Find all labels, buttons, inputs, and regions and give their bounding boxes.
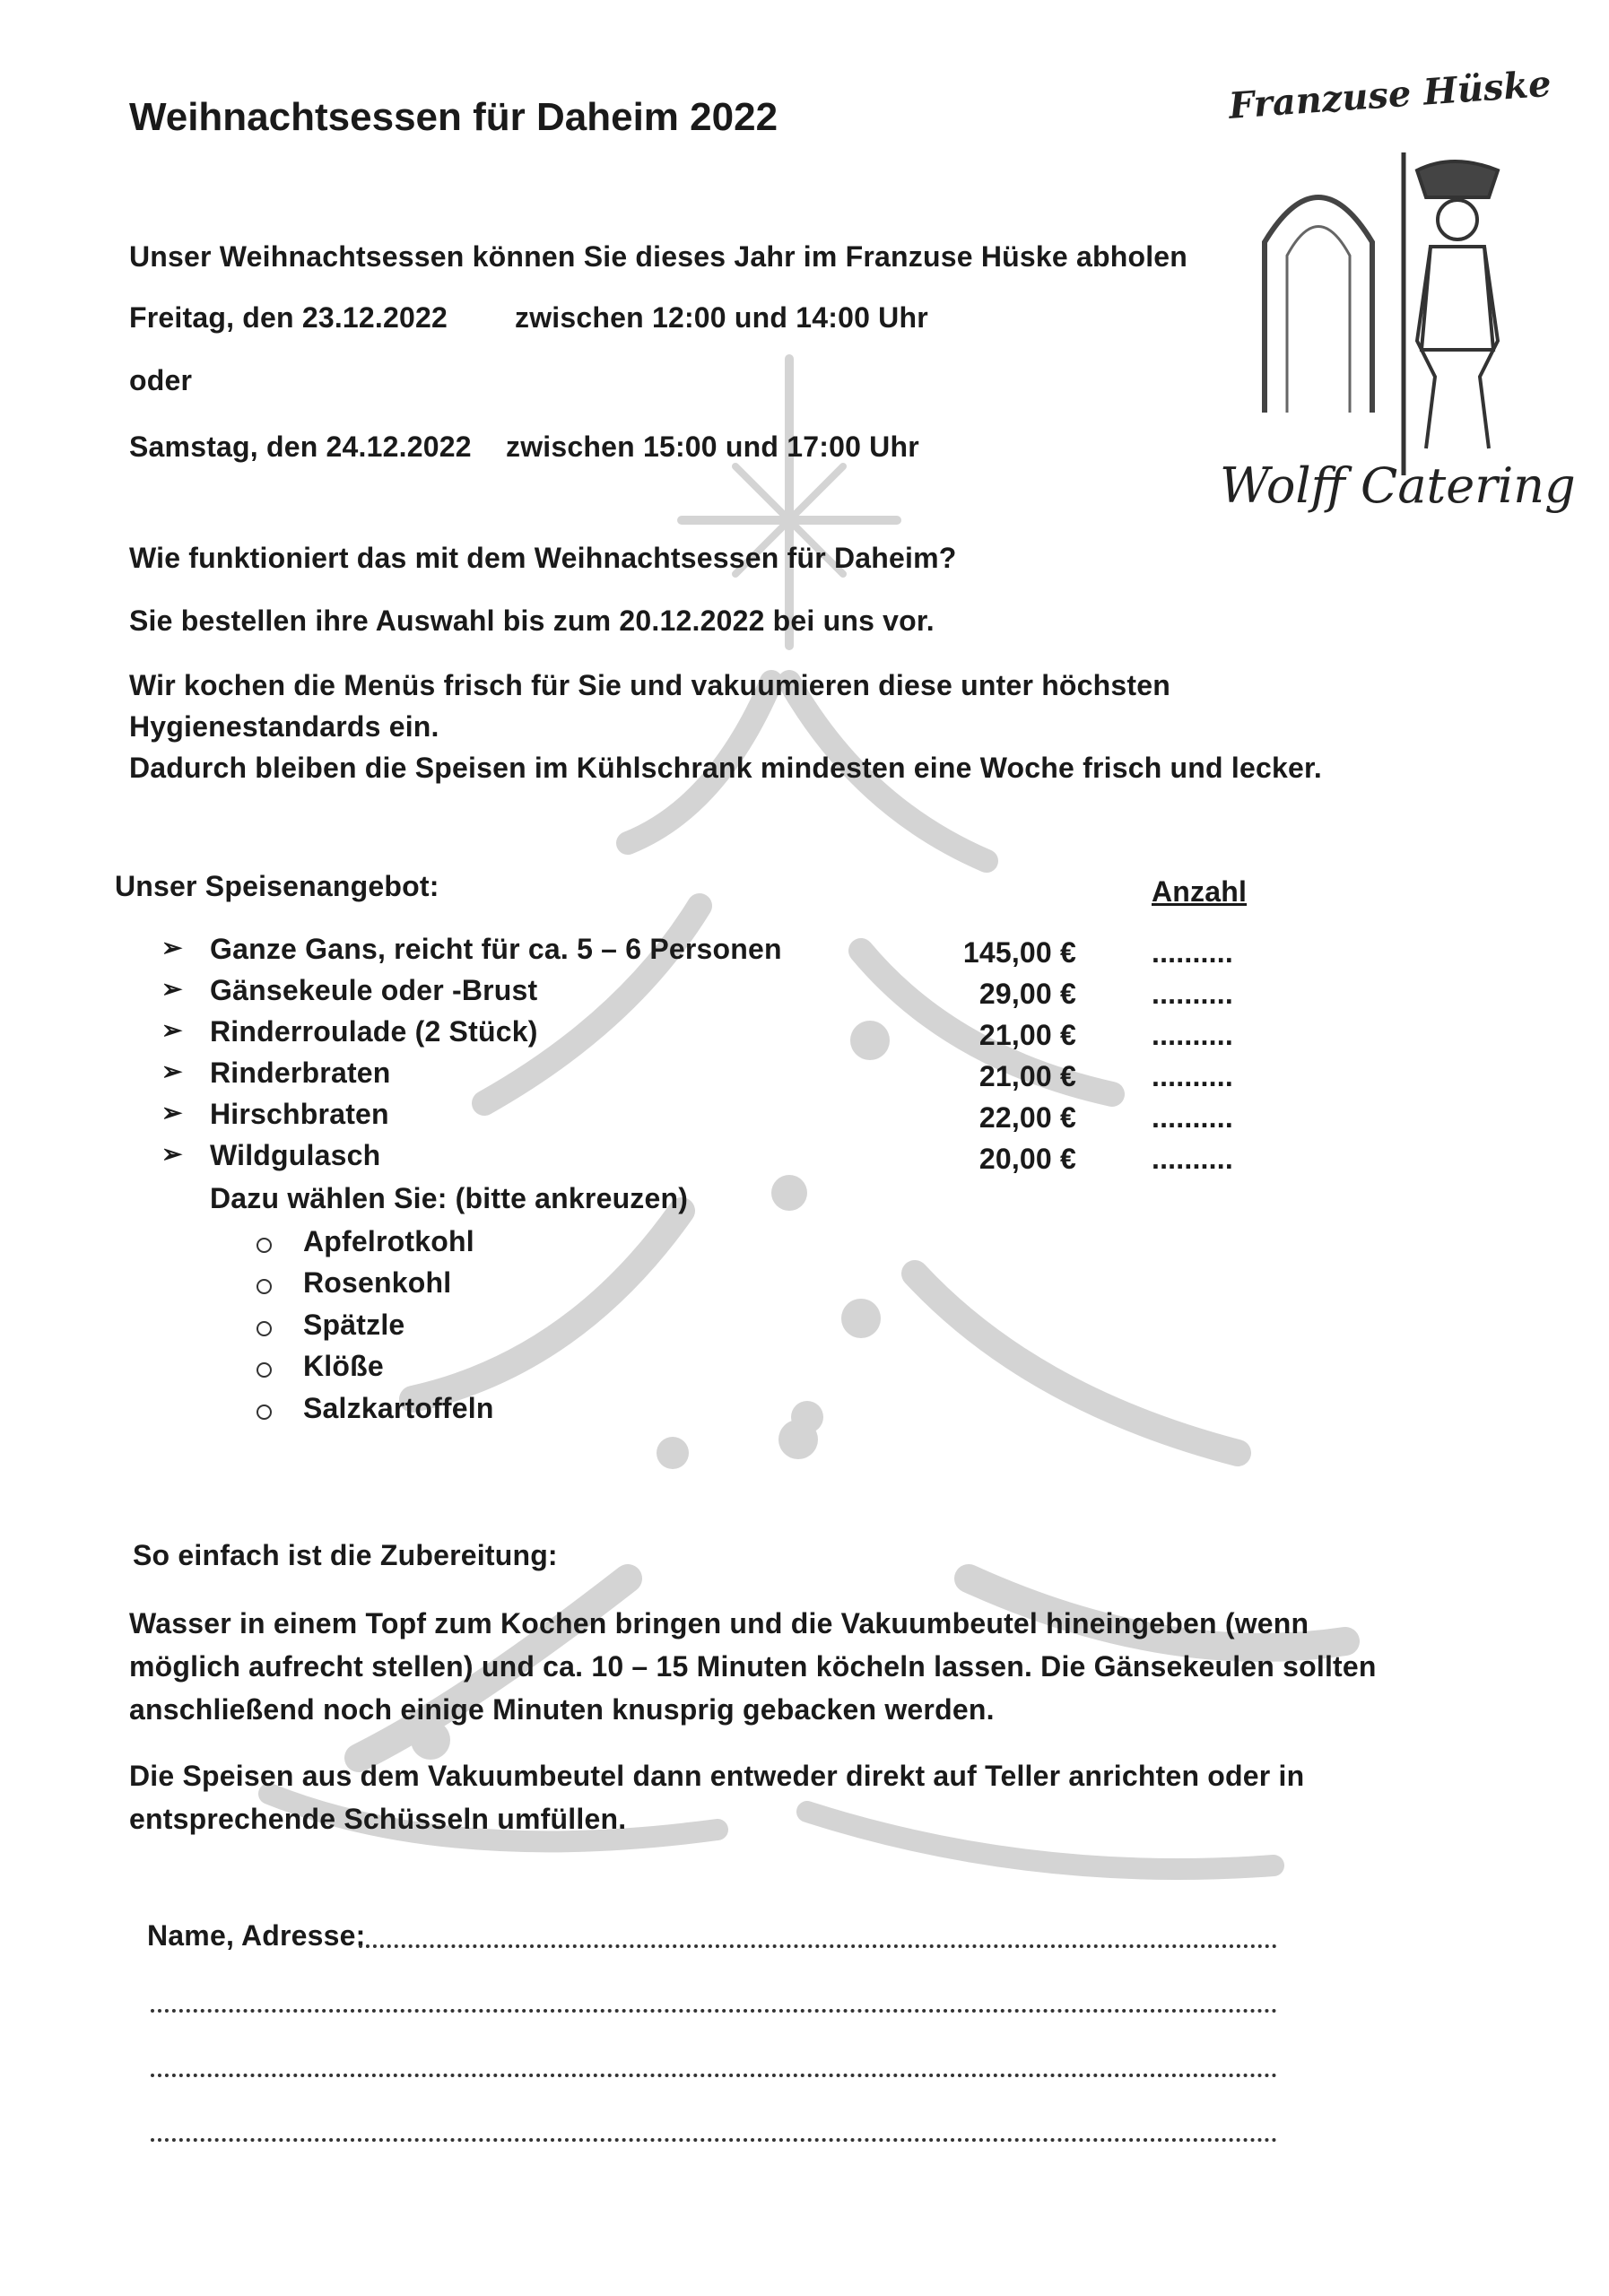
prep-paragraph-1b: möglich aufrecht stellen) und ca. 10 – 15 Minuten köcheln lassen. Die Gänsekeulen sollten (129, 1650, 1377, 1683)
menu-item-price: 22,00 € (978, 1101, 1076, 1134)
menu-item-price: 21,00 € (978, 1019, 1076, 1051)
bullet-icon: ➢ (161, 934, 183, 961)
prep-paragraph-1c: anschließend noch einige Minuten knusprig gebacken werden. (129, 1693, 995, 1726)
menu-item-price: 21,00 € (978, 1060, 1076, 1092)
address-line-4[interactable] (151, 2138, 1277, 2142)
pickup-date-1: Freitag, den 23.12.2022 (129, 301, 448, 334)
pickup-date-2: Samstag, den 24.12.2022 (129, 430, 472, 463)
menu-item-name: Rinderbraten (210, 1057, 391, 1089)
side-checkbox[interactable] (257, 1238, 272, 1253)
menu-item-quantity-field[interactable]: .......... (1152, 1143, 1233, 1175)
how-question: Wie funktioniert das mit dem Weihnachtsessen für Daheim? (129, 542, 957, 574)
menu-item-name: Wildgulasch (210, 1139, 381, 1171)
menu-item-quantity-field[interactable]: .......... (1152, 1019, 1233, 1051)
intro-line: Unser Weihnachtsessen können Sie dieses Jahr im Franzuse Hüske abholen (129, 240, 1188, 273)
name-address-label: Name, Adresse: (147, 1919, 366, 1952)
name-address-field[interactable] (359, 1944, 1277, 1948)
bullet-icon: ➢ (161, 1057, 183, 1085)
prep-paragraph-2a: Die Speisen aus dem Vakuumbeutel dann entweder direkt auf Teller anrichten oder in (129, 1760, 1305, 1792)
quantity-header: Anzahl (1152, 875, 1248, 908)
prep-paragraph-2b: entsprechende Schüsseln umfüllen. (129, 1803, 627, 1835)
svg-text:Franzuse Hüske: Franzuse Hüske (1227, 62, 1552, 127)
bullet-icon: ➢ (161, 1016, 183, 1044)
menu-item-price: 20,00 € (978, 1143, 1076, 1175)
pickup-time-1: zwischen 12:00 und 14:00 Uhr (515, 301, 928, 334)
svg-text:Wolff Catering: Wolff Catering (1220, 457, 1576, 514)
side-checkbox[interactable] (257, 1321, 272, 1336)
franzuse-hueske-logo (1202, 54, 1579, 556)
side-option: Klöße (303, 1350, 384, 1382)
how-paragraph-2a: Wir kochen die Menüs frisch für Sie und vakuumieren diese unter höchsten (129, 669, 1171, 701)
how-paragraph-2b: Hygienestandards ein. (129, 710, 439, 743)
address-line-3[interactable] (151, 2074, 1277, 2077)
sides-heading: Dazu wählen Sie: (bitte ankreuzen) (210, 1182, 689, 1214)
side-checkbox[interactable] (257, 1362, 272, 1378)
side-checkbox[interactable] (257, 1279, 272, 1294)
menu-item-price: 145,00 € (962, 936, 1076, 969)
side-checkbox[interactable] (257, 1405, 272, 1420)
how-paragraph-3: Dadurch bleiben die Speisen im Kühlschrank mindesten eine Woche frisch und lecker. (129, 752, 1322, 784)
how-paragraph-1: Sie bestellen ihre Auswahl bis zum 20.12.2022 bei uns vor. (129, 604, 935, 637)
bullet-icon: ➢ (161, 1099, 183, 1126)
menu-item-name: Ganze Gans, reicht für ca. 5 – 6 Personen (210, 933, 782, 965)
address-line-2[interactable] (151, 2009, 1277, 2013)
page-title: Weihnachtsessen für Daheim 2022 (129, 95, 778, 139)
menu-item-name: Gänsekeule oder -Brust (210, 974, 538, 1006)
menu-item-price: 29,00 € (978, 978, 1076, 1010)
side-option: Salzkartoffeln (303, 1392, 494, 1424)
bullet-icon: ➢ (161, 1140, 183, 1168)
menu-item-quantity-field[interactable]: .......... (1152, 936, 1233, 969)
pickup-time-2: zwischen 15:00 und 17:00 Uhr (506, 430, 919, 463)
menu-item-quantity-field[interactable]: .......... (1152, 1101, 1233, 1134)
or-label: oder (129, 364, 193, 396)
prep-paragraph-1a: Wasser in einem Topf zum Kochen bringen und die Vakuumbeutel hineingeben (wenn (129, 1607, 1309, 1639)
menu-item-name: Hirschbraten (210, 1098, 389, 1130)
side-option: Rosenkohl (303, 1266, 452, 1299)
menu-item-quantity-field[interactable]: .......... (1152, 1060, 1233, 1092)
bullet-icon: ➢ (161, 975, 183, 1003)
side-option: Spätzle (303, 1309, 405, 1341)
menu-item-name: Rinderroulade (2 Stück) (210, 1015, 538, 1048)
side-option: Apfelrotkohl (303, 1225, 474, 1257)
menu-item-quantity-field[interactable]: .......... (1152, 978, 1233, 1010)
prep-heading: So einfach ist die Zubereitung: (133, 1539, 558, 1571)
menu-heading: Unser Speisenangebot: (115, 870, 439, 902)
